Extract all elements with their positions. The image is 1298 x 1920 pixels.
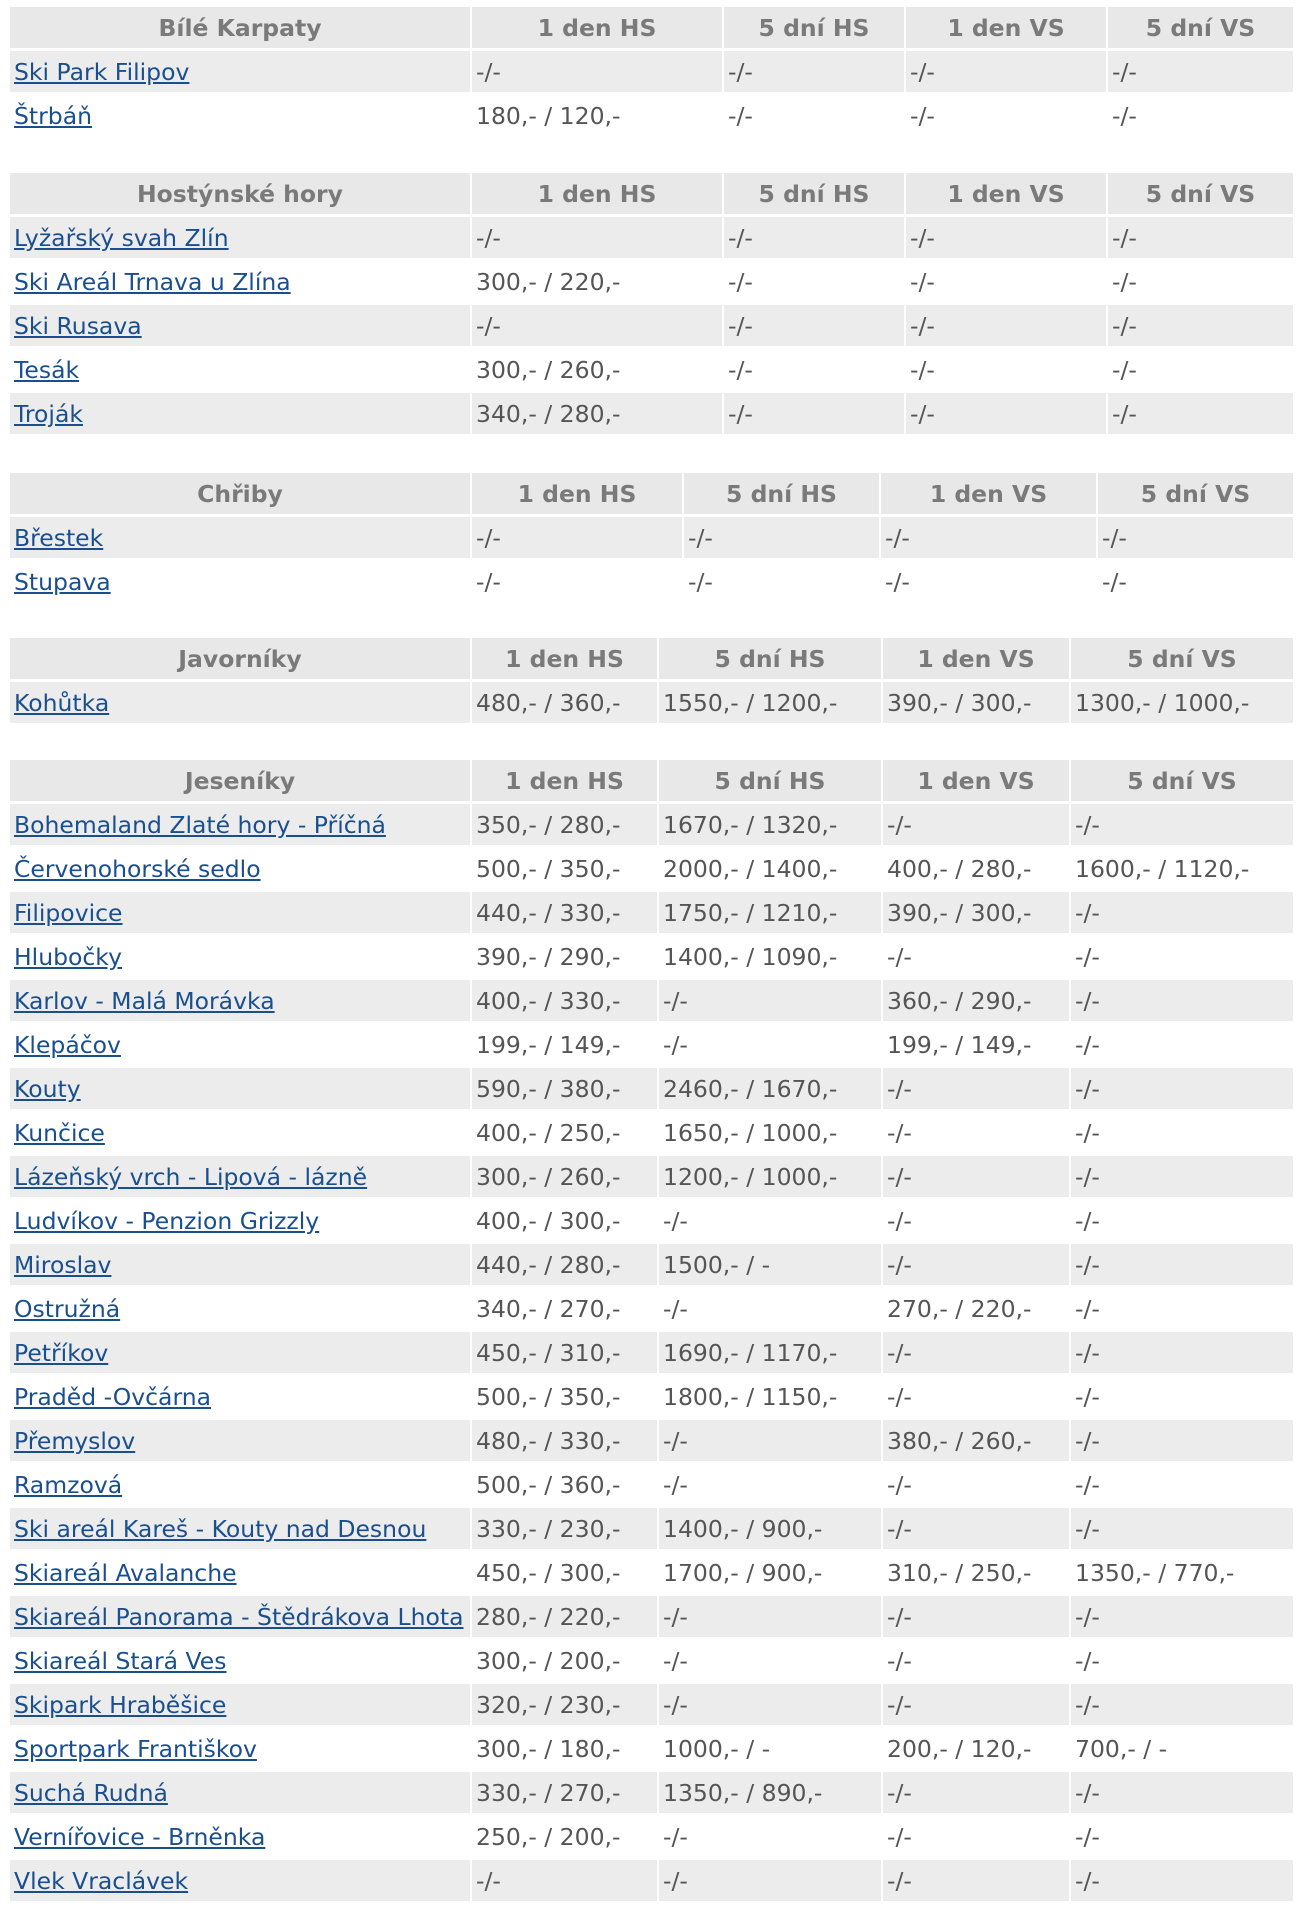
column-heading: 5 dní VS [1108,7,1293,48]
resort-name-cell [10,1640,470,1681]
resort-name-cell [10,1332,470,1373]
resort-link[interactable]: Ski areál Kareš - Kouty nad Desnou [14,1514,427,1543]
price-cell: -/- [1071,804,1293,845]
resort-link[interactable]: Lyžařský svah Zlín [14,223,229,252]
price-cell: -/- [883,1376,1069,1417]
column-heading: 5 dní VS [1071,760,1293,801]
price-cell: -/- [883,1860,1069,1901]
table-row [10,848,1293,889]
table-header-row [10,760,1293,801]
price-cell: -/- [1108,393,1293,434]
price-cell: -/- [906,393,1106,434]
price-cell: 1400,- / 1090,- [659,936,881,977]
price-cell: 500,- / 360,- [472,1464,657,1505]
resort-name-cell [10,1068,470,1109]
resort-link[interactable]: Skipark Hraběšice [14,1690,227,1719]
table-header-row [10,638,1293,679]
price-cell: -/- [1071,1376,1293,1417]
resort-name-cell [10,393,470,434]
price-cell: -/- [906,305,1106,346]
resort-link[interactable]: Ski Park Filipov [14,57,190,86]
resort-link[interactable]: Troják [14,399,83,428]
price-cell: -/- [883,1508,1069,1549]
table-row [10,1420,1293,1461]
price-table-2 [8,470,1295,605]
resort-link[interactable]: Ramzová [14,1470,123,1499]
price-cell: -/- [1108,217,1293,258]
price-cell: 250,- / 200,- [472,1816,657,1857]
price-cell: -/- [1071,1244,1293,1285]
region-heading: Javorníky [10,638,470,679]
price-table-3 [8,635,1295,726]
price-cell: -/- [1071,1508,1293,1549]
price-cell: 1550,- / 1200,- [659,682,881,723]
price-cell: 500,- / 350,- [472,848,657,889]
resort-link[interactable]: Přemyslov [14,1426,136,1455]
price-cell: 200,- / 120,- [883,1728,1069,1769]
column-heading: 1 den VS [883,760,1069,801]
price-cell: -/- [1071,980,1293,1021]
column-heading: 5 dní VS [1071,638,1293,679]
price-cell: 1750,- / 1210,- [659,892,881,933]
resort-link[interactable]: Suchá Rudná [14,1778,168,1807]
resort-name-cell [10,1420,470,1461]
resort-name-cell [10,1112,470,1153]
price-cell: -/- [724,95,904,136]
price-cell: 400,- / 250,- [472,1112,657,1153]
resort-name-cell [10,682,470,723]
resort-link[interactable]: Lázeňský vrch - Lipová - lázně [14,1162,368,1191]
resort-name-cell [10,349,470,390]
price-cell: -/- [881,561,1096,602]
price-cell: 1400,- / 900,- [659,1508,881,1549]
table-header-row [10,173,1293,214]
resort-name-cell [10,1728,470,1769]
price-cell: -/- [724,51,904,92]
price-cell: 300,- / 200,- [472,1640,657,1681]
price-cell: -/- [724,261,904,302]
resort-name-cell [10,1816,470,1857]
price-cell: -/- [883,1464,1069,1505]
price-cell: 300,- / 220,- [472,261,722,302]
price-cell: -/- [881,517,1096,558]
price-cell: -/- [659,1684,881,1725]
price-cell: -/- [883,1772,1069,1813]
table-row [10,936,1293,977]
price-cell: -/- [472,517,682,558]
price-cell: 330,- / 230,- [472,1508,657,1549]
resort-link[interactable]: Břestek [14,523,104,552]
price-cell: -/- [1071,1288,1293,1329]
resort-name-cell [10,51,470,92]
price-cell: -/- [883,1596,1069,1637]
table-row [10,1772,1293,1813]
price-cell: -/- [659,1200,881,1241]
price-cell: -/- [906,51,1106,92]
resort-link[interactable]: Ski Areál Trnava u Zlína [14,267,291,296]
resort-link[interactable]: Petříkov [14,1338,109,1367]
price-cell: 440,- / 280,- [472,1244,657,1285]
price-cell: 700,- / - [1071,1728,1293,1769]
table-row [10,1156,1293,1197]
price-cell: 300,- / 260,- [472,1156,657,1197]
resort-link[interactable]: Ski Rusava [14,311,142,340]
table-row [10,349,1293,390]
resort-name-cell [10,1596,470,1637]
table-row [10,51,1293,92]
price-cell: 360,- / 290,- [883,980,1069,1021]
resort-name-cell [10,517,470,558]
resort-name-cell [10,1288,470,1329]
price-cell: 380,- / 260,- [883,1420,1069,1461]
resort-link[interactable]: Ludvíkov - Penzion Grizzly [14,1206,320,1235]
price-cell: -/- [883,1332,1069,1373]
price-cell: -/- [1071,1332,1293,1373]
resort-name-cell [10,1200,470,1241]
price-cell: -/- [659,1420,881,1461]
price-table-4 [8,757,1295,1904]
table-row [10,1596,1293,1637]
price-cell: -/- [659,1816,881,1857]
region-heading: Jeseníky [10,760,470,801]
column-heading: 5 dní VS [1098,473,1293,514]
price-cell: 280,- / 220,- [472,1596,657,1637]
table-row [10,1288,1293,1329]
price-cell: 2000,- / 1400,- [659,848,881,889]
resort-link[interactable]: Skiareál Panorama - Štědrákova Lhota [14,1602,464,1631]
price-cell: 340,- / 270,- [472,1288,657,1329]
price-cell: 1350,- / 770,- [1071,1552,1293,1593]
price-cell: 400,- / 330,- [472,980,657,1021]
resort-name-cell [10,261,470,302]
table-row [10,305,1293,346]
price-cell: 1000,- / - [659,1728,881,1769]
price-cell: -/- [1071,1420,1293,1461]
price-cell: 300,- / 260,- [472,349,722,390]
table-row [10,980,1293,1021]
resort-name-cell [10,1244,470,1285]
price-cell: 1200,- / 1000,- [659,1156,881,1197]
price-cell: 1690,- / 1170,- [659,1332,881,1373]
price-cell: -/- [1071,1640,1293,1681]
resort-link[interactable]: Stupava [14,567,111,596]
resort-link[interactable]: Vernířovice - Brněnka [14,1822,266,1851]
price-cell: 400,- / 300,- [472,1200,657,1241]
price-cell: -/- [724,305,904,346]
price-cell: -/- [883,1112,1069,1153]
table-row [10,1816,1293,1857]
price-cell: -/- [1071,1860,1293,1901]
resort-link[interactable]: Tesák [14,355,80,384]
price-cell: -/- [1108,305,1293,346]
price-table-0 [8,4,1295,139]
price-cell: -/- [659,1596,881,1637]
resort-name-cell [10,1156,470,1197]
price-cell: -/- [883,1200,1069,1241]
resort-link[interactable]: Ostružná [14,1294,121,1323]
price-cell: -/- [1071,936,1293,977]
price-cell: -/- [883,1816,1069,1857]
price-cell: 390,- / 300,- [883,892,1069,933]
resort-name-cell [10,1464,470,1505]
price-cell: 270,- / 220,- [883,1288,1069,1329]
price-cell: -/- [684,561,879,602]
table-row [10,1376,1293,1417]
resort-link[interactable]: Červenohorské sedlo [14,854,261,883]
price-cell: -/- [472,217,722,258]
price-cell: 1670,- / 1320,- [659,804,881,845]
price-cell: -/- [883,1244,1069,1285]
price-cell: -/- [906,349,1106,390]
price-cell: -/- [684,517,879,558]
price-cell: -/- [1071,1024,1293,1065]
price-cell: -/- [659,1464,881,1505]
price-cell: -/- [659,1024,881,1065]
resort-name-cell [10,1684,470,1725]
table-header-row [10,473,1293,514]
column-heading: 1 den VS [881,473,1096,514]
price-cell: -/- [1071,1464,1293,1505]
price-cell: -/- [883,1068,1069,1109]
price-cell: 450,- / 300,- [472,1552,657,1593]
resort-name-cell [10,1508,470,1549]
column-heading: 1 den VS [883,638,1069,679]
table-row [10,517,1293,558]
price-cell: -/- [472,51,722,92]
table-row [10,1024,1293,1065]
resort-link[interactable]: Skiareál Stará Ves [14,1646,227,1675]
region-heading: Chřiby [10,473,470,514]
price-cell: -/- [883,1640,1069,1681]
price-cell: 300,- / 180,- [472,1728,657,1769]
column-heading: 1 den VS [906,7,1106,48]
price-cell: -/- [472,1860,657,1901]
resort-name-cell [10,95,470,136]
price-cell: -/- [906,217,1106,258]
table-row [10,1068,1293,1109]
column-heading: 1 den HS [472,760,657,801]
price-cell: 1600,- / 1120,- [1071,848,1293,889]
price-cell: -/- [1071,1112,1293,1153]
table-row [10,1112,1293,1153]
column-heading: 5 dní HS [659,760,881,801]
price-cell: 340,- / 280,- [472,393,722,434]
column-heading: 5 dní HS [724,7,904,48]
price-cell: 1700,- / 900,- [659,1552,881,1593]
table-row [10,1200,1293,1241]
resort-name-cell [10,1024,470,1065]
resort-name-cell [10,1860,470,1901]
price-cell: 199,- / 149,- [472,1024,657,1065]
table-row [10,217,1293,258]
table-row [10,561,1293,602]
table-row [10,1684,1293,1725]
price-cell: -/- [1071,1772,1293,1813]
price-cell: -/- [883,1156,1069,1197]
resort-link[interactable]: Štrbáň [14,101,93,130]
resort-name-cell [10,305,470,346]
price-cell: 450,- / 310,- [472,1332,657,1373]
price-cell: -/- [472,561,682,602]
region-heading: Hostýnské hory [10,173,470,214]
resort-link[interactable]: Sportpark Františkov [14,1734,257,1763]
column-heading: 1 den HS [472,473,682,514]
price-cell: 310,- / 250,- [883,1552,1069,1593]
price-cell: 1650,- / 1000,- [659,1112,881,1153]
price-cell: -/- [1098,561,1293,602]
column-heading: 5 dní HS [684,473,879,514]
price-cell: 480,- / 330,- [472,1420,657,1461]
resort-name-cell [10,1552,470,1593]
table-header-row [10,7,1293,48]
price-cell: -/- [1071,1200,1293,1241]
price-cell: -/- [1071,892,1293,933]
price-cell: -/- [1098,517,1293,558]
table-row [10,1728,1293,1769]
column-heading: 5 dní VS [1108,173,1293,214]
table-row [10,1464,1293,1505]
column-heading: 1 den HS [472,173,722,214]
price-cell: -/- [659,1288,881,1329]
table-row [10,804,1293,845]
resort-name-cell [10,1772,470,1813]
resort-link[interactable]: Kunčice [14,1118,105,1147]
price-cell: 320,- / 230,- [472,1684,657,1725]
price-cell: 390,- / 290,- [472,936,657,977]
resort-name-cell [10,804,470,845]
column-heading: 5 dní HS [724,173,904,214]
resort-link[interactable]: Filipovice [14,898,123,927]
price-cell: -/- [883,936,1069,977]
price-cell: -/- [659,980,881,1021]
resort-link[interactable]: Kouty [14,1074,81,1103]
price-cell: -/- [1108,51,1293,92]
price-cell: 390,- / 300,- [883,682,1069,723]
resort-name-cell [10,561,470,602]
price-cell: 400,- / 280,- [883,848,1069,889]
resort-link[interactable]: Bohemaland Zlaté hory - Příčná [14,810,386,839]
price-cell: 180,- / 120,- [472,95,722,136]
table-row [10,1244,1293,1285]
resort-link[interactable]: Miroslav [14,1250,112,1279]
price-cell: 590,- / 380,- [472,1068,657,1109]
table-row [10,682,1293,723]
price-cell: -/- [906,261,1106,302]
resort-link[interactable]: Klepáčov [14,1030,121,1059]
price-cell: -/- [724,349,904,390]
resort-name-cell [10,848,470,889]
price-cell: 1300,- / 1000,- [1071,682,1293,723]
table-row [10,1640,1293,1681]
price-cell: -/- [1108,95,1293,136]
table-row [10,1332,1293,1373]
price-cell: -/- [1071,1816,1293,1857]
table-row [10,1552,1293,1593]
price-cell: -/- [1071,1596,1293,1637]
price-cell: -/- [1108,261,1293,302]
resort-link[interactable]: Kohůtka [14,688,110,717]
resort-name-cell [10,936,470,977]
resort-link[interactable]: Vlek Vraclávek [14,1866,189,1895]
price-cell: -/- [724,393,904,434]
table-row [10,1860,1293,1901]
column-heading: 1 den VS [906,173,1106,214]
price-cell: 199,- / 149,- [883,1024,1069,1065]
column-heading: 1 den HS [472,7,722,48]
column-heading: 5 dní HS [659,638,881,679]
price-cell: 1500,- / - [659,1244,881,1285]
resort-name-cell [10,1376,470,1417]
price-cell: -/- [1071,1156,1293,1197]
price-cell: 500,- / 350,- [472,1376,657,1417]
price-cell: -/- [724,217,904,258]
resort-link[interactable]: Hlubočky [14,942,122,971]
price-cell: -/- [1071,1684,1293,1725]
price-cell: -/- [659,1640,881,1681]
table-row [10,393,1293,434]
resort-name-cell [10,892,470,933]
table-row [10,1508,1293,1549]
resort-link[interactable]: Karlov - Malá Morávka [14,986,275,1015]
price-cell: 330,- / 270,- [472,1772,657,1813]
price-cell: -/- [906,95,1106,136]
price-cell: 440,- / 330,- [472,892,657,933]
price-cell: 480,- / 360,- [472,682,657,723]
price-cell: -/- [1108,349,1293,390]
column-heading: 1 den HS [472,638,657,679]
price-cell: 350,- / 280,- [472,804,657,845]
price-cell: -/- [883,804,1069,845]
table-row [10,892,1293,933]
price-cell: 2460,- / 1670,- [659,1068,881,1109]
resort-link[interactable]: Praděd -Ovčárna [14,1382,211,1411]
table-row [10,95,1293,136]
resort-link[interactable]: Skiareál Avalanche [14,1558,237,1587]
region-heading: Bílé Karpaty [10,7,470,48]
resort-name-cell [10,980,470,1021]
table-row [10,261,1293,302]
price-table-1 [8,170,1295,437]
price-cell: 1800,- / 1150,- [659,1376,881,1417]
price-cell: 1350,- / 890,- [659,1772,881,1813]
price-cell: -/- [1071,1068,1293,1109]
price-cell: -/- [883,1684,1069,1725]
price-cell: -/- [472,305,722,346]
resort-name-cell [10,217,470,258]
price-cell: -/- [659,1860,881,1901]
